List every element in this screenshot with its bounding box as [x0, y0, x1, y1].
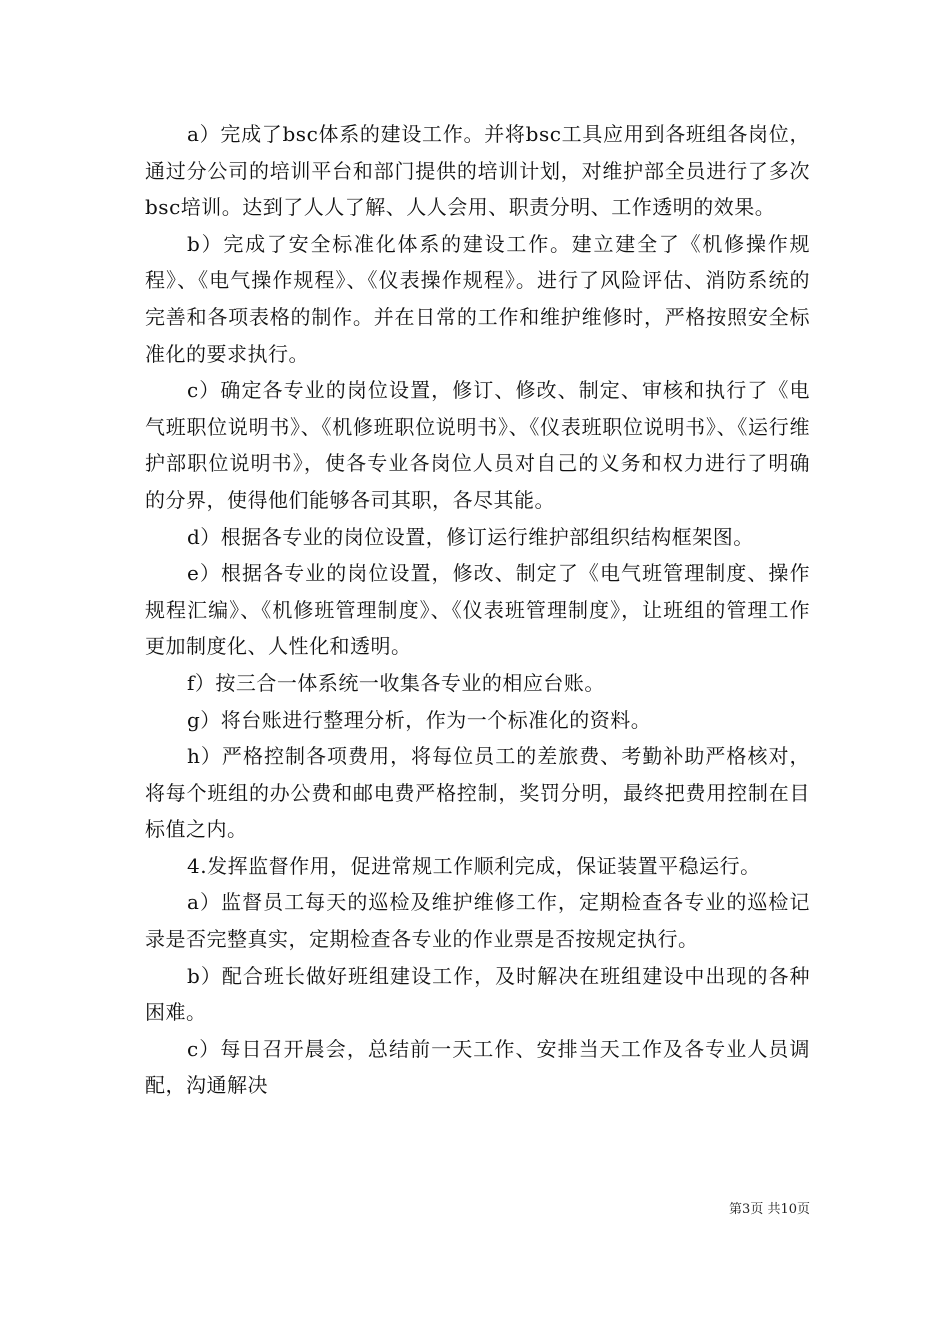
paragraph-b-safety: b）完成了安全标准化体系的建设工作。建立建全了《机修操作规程》、《电气操作规程》、《仪表操作规程》。进行了风险评估、消防系统的完善和各项表格的制作。并在日常的工作和维护维修时，严格按照安全标准化的要求执行。	[145, 231, 810, 366]
page-number-footer: 第3页 共10页	[729, 1202, 810, 1217]
paragraph-b-team: b）配合班长做好班组建设工作，及时解决在班组建设中出现的各种困难。	[145, 963, 810, 1025]
paragraph-e-management: e）根据各专业的岗位设置，修改、制定了《电气班管理制度、操作规程汇编》、《机修班管理制度》、《仪表班管理制度》，让班组的管理工作更加制度化、人性化和透明。	[145, 561, 810, 659]
paragraph-c-positions: c）确定各专业的岗位设置，修订、修改、制定、审核和执行了《电气班职位说明书》、《机修班职位说明书》、《仪表班职位说明书》、《运行维护部职位说明书》，使各专业各岗位人员对自己的义务和权力进行了明确的分界，使得他们能够各司其职，各尽其能。	[145, 378, 810, 512]
section-heading-4: 4.发挥监督作用，促进常规工作顺利完成，保证装置平稳运行。	[187, 853, 761, 878]
paragraph-a-supervision: a）监督员工每天的巡检及维护维修工作，定期检查各专业的巡检记录是否完整真实，定期检查各专业的作业票是否按规定执行。	[145, 890, 810, 952]
paragraph-d-org-chart: d）根据各专业的岗位设置，修订运行维护部组织结构框架图。	[187, 524, 754, 549]
paragraph-h-cost: h）严格控制各项费用，将每位员工的差旅费、考勤补助严格核对，将每个班组的办公费和邮电费严格控制，奖罚分明，最终把费用控制在目标值之内。	[145, 744, 810, 842]
paragraph-g-analysis: g）将台账进行整理分析，作为一个标准化的资料。	[187, 707, 652, 732]
paragraph-c-meeting: c）每日召开晨会，总结前一天工作、安排当天工作及各专业人员调配，沟通解决	[145, 1036, 810, 1098]
paragraph-f-ledger: f）按三合一体系统一收集各专业的相应台账。	[187, 670, 605, 695]
document-body	[145, 116, 810, 1104]
paragraph-a-bsc: a）完成了bsc体系的建设工作。并将bsc工具应用到各班组各岗位，通过分公司的培训平台和部门提供的培训计划，对维护部全员进行了多次bsc培训。达到了人人了解、人人会用、职责分明、工作透明的效果。	[145, 122, 810, 220]
